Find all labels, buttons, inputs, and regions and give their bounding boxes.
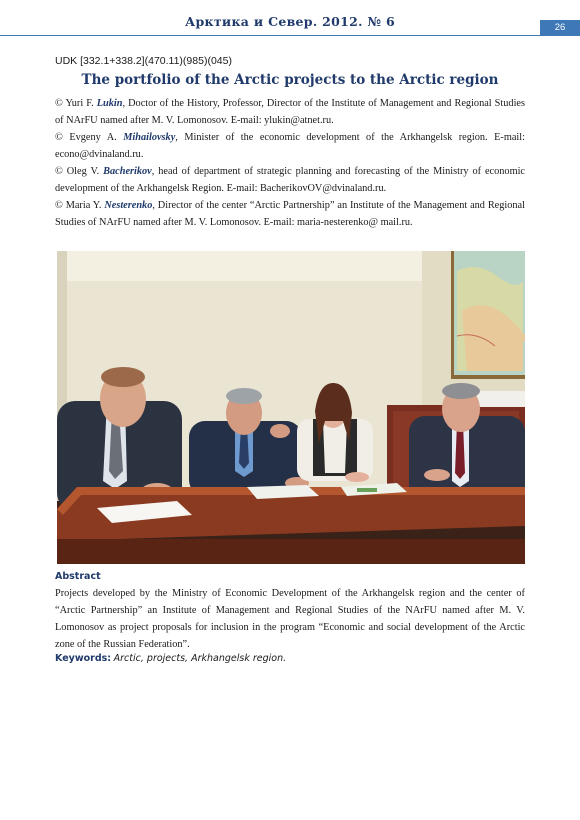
- abstract-text: Projects developed by the Ministry of Economic Development of the Arkhangelsk region and the center of “Arctic Partnership” an Institute of Management and Regional Studies of the NArFU named after M. V. Lomonosov as project proposals for inclusion in the program “Economic and social development of the Arctic zone of the Russian Federation”.: [55, 588, 525, 650]
- author-entry: [55, 129, 525, 163]
- author-surname: Lukin: [96, 98, 123, 109]
- author-prefix: © Yuri F.: [55, 98, 97, 109]
- author-entry: [55, 163, 525, 197]
- author-entry: [55, 197, 525, 231]
- author-prefix: © Maria Y.: [55, 200, 105, 211]
- author-list: [55, 95, 525, 231]
- author-surname: Nesterenko: [104, 200, 153, 211]
- author-affiliation: , head of department of strategic planning and forecasting of the Ministry of economic development of the Arkhangelsk Region. E-mail: BacherikovOV@dvinaland.ru.: [55, 166, 526, 194]
- author-prefix: © Oleg V.: [55, 166, 104, 177]
- author-affiliation: , Doctor of the History, Professor, Director of the Institute of Management and Regional Studies of NArFU named after M. V. Lomonosov. E-mail: ylukin@atnet.ru.: [55, 98, 526, 126]
- article-title: The portfolio of the Arctic projects to the Arctic region: [81, 72, 499, 88]
- journal-header: Арктика и Север. 2012. № 6: [185, 14, 395, 29]
- keywords-line: [55, 653, 525, 664]
- udk-code: UDK [332.1+338.2](470.11)(985)(045): [55, 55, 232, 67]
- author-affiliation: , Minister of the economic development of the Arkhangelsk region. E-mail: econo@dvinaland.ru.: [55, 132, 525, 160]
- author-surname: Bacherikov: [103, 166, 152, 177]
- page-number-badge: 26: [540, 20, 580, 35]
- author-prefix: © Evgeny A.: [55, 132, 124, 143]
- header-divider: [0, 35, 580, 36]
- abstract-heading: Abstract: [55, 571, 101, 582]
- author-entry: [55, 95, 525, 129]
- author-surname: Mihailovsky: [123, 132, 176, 143]
- keywords-value: Arctic, projects, Arkhangelsk region.: [113, 653, 287, 664]
- author-affiliation: , Director of the center “Arctic Partnership” an Institute of the Management and Regional Studies of NArFU named after M. V. Lomonosov. E-mail: maria-nesterenko@ mail.ru.: [55, 200, 525, 228]
- meeting-photo: [57, 251, 525, 564]
- keywords-label: Keywords:: [55, 653, 112, 664]
